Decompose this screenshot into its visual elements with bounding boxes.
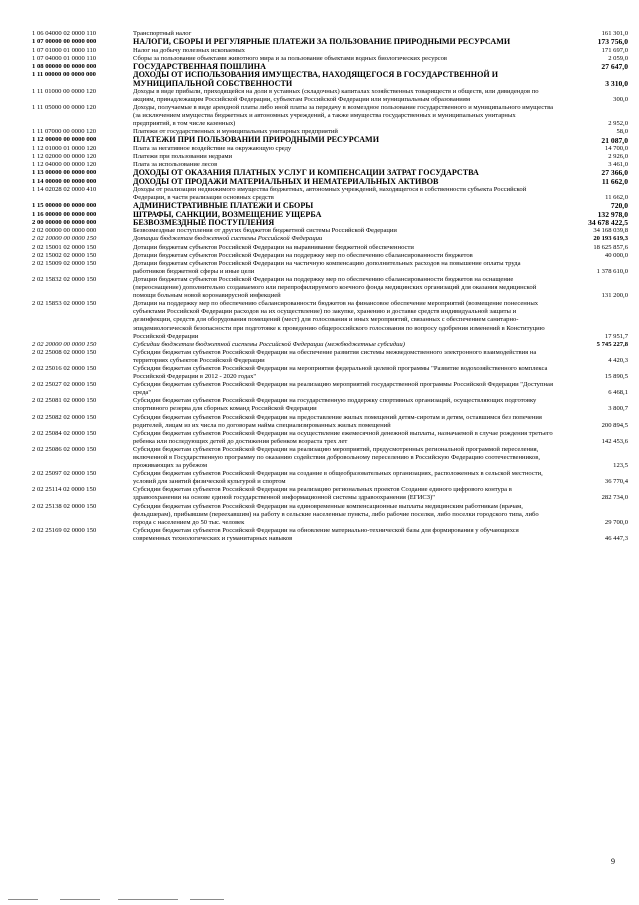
amount: 17 951,7: [604, 332, 628, 340]
scan-artifact-line: [0, 896, 639, 905]
budget-code: 2 02 25138 02 0000 150: [32, 502, 97, 510]
table-row: [32, 136, 628, 144]
revenue-description: Безвозмездные поступления от других бюджетов бюджетной системы Российской Федерации: [133, 227, 397, 235]
amount: 4 420,3: [608, 356, 628, 364]
budget-code: 1 16 00000 00 0000 000: [32, 210, 97, 218]
table-row: [32, 186, 628, 202]
revenue-description: ДОХОДЫ ОТ ИСПОЛЬЗОВАНИЯ ИМУЩЕСТВА, НАХОДЯЩЕГОСЯ В ГОСУДАРСТВЕННОЙ И МУНИЦИПАЛЬНОЙ СОБСТВЕННОСТИ: [133, 70, 499, 88]
amount: 2 952,0: [608, 120, 628, 128]
revenue-description: Дотации бюджетам субъектов Российской Федерации на поддержку мер по обеспечению сбалансированности бюджетов: [133, 251, 473, 259]
revenue-description: Платежи от государственных и муниципальных унитарных предприятий: [133, 128, 338, 136]
budget-code: 1 07 04000 01 0000 110: [32, 54, 97, 62]
budget-code: 2 02 25084 02 0000 150: [32, 429, 97, 437]
budget-code: 1 11 01000 00 0000 120: [32, 87, 97, 95]
budget-code: 1 14 02028 02 0000 410: [32, 185, 97, 193]
amount: 36 770,4: [604, 478, 628, 486]
table-row: [32, 397, 628, 413]
revenue-description: Субсидии бюджетам субъектов Российской Федерации на обновление материально-технической базы для формирования у обучающихся современных технологических и гуманитарных навыков: [133, 526, 519, 542]
revenue-description: АДМИНИСТРАТИВНЫЕ ПЛАТЕЖИ И СБОРЫ: [133, 201, 314, 211]
table-row: [32, 430, 628, 446]
amount: 14 700,0: [604, 144, 628, 152]
revenue-description: Дотации на поддержку мер по обеспечению сбалансированности бюджетов на финансовое обеспечение мероприятий (возмещение понесенных субъектами Российской Федерации расходов на их осуществление) по закупке, хранению и доставке средств индивидуальной защиты и дезинфекции, средств для оборудования помещений (мест) для голосования и иных мероприятий, связанных с обеспечением санитарно-эпидемиологической безопасности при подготовке к проведению общероссийского голосования по вопросу одобрения изменений в Конституцию Российской Федерации: [133, 300, 545, 340]
table-row: [32, 227, 628, 235]
amount: 34 678 422,5: [588, 218, 628, 228]
amount: 18 625 857,6: [593, 243, 628, 251]
amount: 131 200,0: [601, 292, 628, 300]
budget-code: 2 02 25082 02 0000 150: [32, 413, 97, 421]
amount: 15 890,5: [604, 373, 628, 381]
amount: 34 168 039,8: [593, 227, 628, 235]
table-row: [32, 88, 628, 104]
amount: 46 447,3: [604, 534, 628, 542]
budget-code: 1 13 00000 00 0000 000: [32, 169, 97, 177]
table-row: [32, 365, 628, 381]
table-row: [32, 145, 628, 153]
revenue-description: Субсидии бюджетам субъектов Российской Федерации на мероприятия федеральной целевой программы "Развитие водохозяйственного комплекса Российской Федерации в 2012 - 2020 годах": [133, 364, 548, 381]
table-row: [32, 178, 628, 186]
table-row: [32, 341, 628, 349]
budget-code: 2 02 25097 02 0000 150: [32, 470, 97, 478]
revenue-description: Субсидии бюджетам субъектов Российской Федерации на единовременные компенсационные выплаты медицинским работникам (врачам, фельдшерам), прибывшим (переехавшим) на работу в сельские населенные пункты, либо рабочие поселки, либо поселки городского типа, либо города с населением до 50 тыс. человек: [133, 502, 539, 526]
amount: 2 059,0: [608, 54, 628, 62]
amount: 11 662,0: [601, 176, 628, 186]
budget-revenue-table: [32, 30, 628, 543]
amount: 1 378 610,0: [596, 267, 628, 275]
revenue-description: Субсидии бюджетам субъектов Российской Федерации на реализацию региональных проектов Создание единого цифрового контура в здравоохранении на основе единой государственной информационной системы здравоохранения (ЕГИСЗ)": [133, 486, 512, 502]
amount: 6 468,1: [608, 389, 628, 397]
budget-code: 2 02 00000 00 0000 000: [32, 227, 97, 235]
table-row: [32, 252, 628, 260]
amount: 161 301,0: [601, 30, 628, 37]
amount: 720,0: [610, 201, 628, 211]
budget-code: 2 02 25008 02 0000 150: [32, 348, 97, 356]
revenue-description: Субсидии бюджетам субъектов Российской Федерации на предоставление жилых помещений детям-сиротам и детям, оставшимся без попечения родителей, лицам из их числа по договорам найма специализированных жилых помещений: [133, 413, 542, 429]
amount: 5 745 227,8: [596, 340, 628, 348]
table-row: [32, 470, 628, 486]
amount: 3 310,0: [605, 78, 628, 88]
amount: 29 700,0: [604, 518, 628, 526]
budget-code: 2 02 25027 02 0000 150: [32, 381, 97, 389]
revenue-description: Дотации бюджетам субъектов Российской Федерации на поддержку мер по обеспечению сбалансированности бюджетов на оснащение (переоснащение) дополнительно создаваемого или перепрофилируемого коечного фонда медицинских организаций для оказания медицинской помощи больным новой коронавирусной инфекцией: [133, 275, 537, 300]
amount: 20 193 619,3: [593, 235, 628, 243]
amount: 171 697,0: [601, 46, 628, 54]
revenue-description: Налог на добычу полезных ископаемых: [133, 46, 245, 54]
budget-code: 1 14 00000 00 0000 000: [32, 177, 97, 185]
budget-code: 2 02 25016 02 0000 150: [32, 364, 97, 372]
table-row: [32, 47, 628, 55]
budget-code: 2 02 20000 00 0000 150: [32, 340, 97, 348]
revenue-description: Плата за использование лесов: [133, 161, 218, 169]
budget-code: 2 02 15002 02 0000 150: [32, 251, 97, 259]
amount: 58,0: [616, 128, 628, 136]
revenue-description: ГОСУДАРСТВЕННАЯ ПОШЛИНА: [133, 61, 266, 71]
amount: 27 366,0: [601, 168, 628, 178]
revenue-description: Субсидии бюджетам бюджетной системы Российской Федерации (межбюджетные субсидии): [133, 340, 405, 348]
revenue-description: Дотации бюджетам субъектов Российской Федерации на частичную компенсацию дополнительных расходов на повышение оплаты труда работников бюджетной сферы и иные цели: [133, 259, 521, 275]
budget-code: 1 12 02000 00 0000 120: [32, 152, 97, 160]
table-row: [32, 235, 628, 243]
table-row: [32, 71, 628, 88]
table-row: [32, 55, 628, 63]
revenue-description: Плата за негативное воздействие на окружающую среду: [133, 144, 292, 152]
budget-code: 1 11 00000 00 0000 000: [32, 71, 96, 79]
amount: 21 087,0: [601, 135, 628, 145]
amount: 40 000,0: [604, 251, 628, 259]
revenue-description: Платежи при пользовании недрами: [133, 152, 233, 160]
revenue-description: Субсидии бюджетам субъектов Российской Федерации на реализацию мероприятий, предусмотренных региональной программой переселения, включенной в Государственную программу по оказанию содействия добровольному переселению в Российскую Федерацию соотечественников, проживающих за рубежом: [133, 445, 540, 470]
budget-code: 1 15 00000 00 0000 000: [32, 202, 97, 210]
budget-code: 1 07 00000 00 0000 000: [32, 38, 97, 46]
revenue-description: Субсидии бюджетам субъектов Российской Федерации на реализацию мероприятий государственной программы Российской Федерации "Доступная среда": [133, 381, 553, 397]
table-row: [32, 211, 628, 219]
table-row: [32, 104, 628, 128]
revenue-description: НАЛОГИ, СБОРЫ И РЕГУЛЯРНЫЕ ПЛАТЕЖИ ЗА ПОЛЬЗОВАНИЕ ПРИРОДНЫМИ РЕСУРСАМИ: [133, 37, 511, 47]
page-number: 9: [611, 857, 615, 866]
table-row: [32, 486, 628, 502]
revenue-description: Транспортный налог: [133, 30, 192, 37]
table-row: [32, 503, 628, 527]
table-row: [32, 202, 628, 210]
budget-code: 1 11 05000 00 0000 120: [32, 104, 97, 112]
revenue-description: Доходы, получаемые в виде арендной платы либо иной платы за передачу в возмездное пользование государственного и муниципального имущества (за исключением имущества бюджетных и автономных учреждений, а также имущества государственных и муниципальных унитарных предприятий, в том числе казенных): [133, 104, 554, 128]
budget-code: 2 02 15009 02 0000 150: [32, 259, 97, 267]
budget-code: 2 02 25081 02 0000 150: [32, 397, 97, 405]
budget-code: 1 11 07000 00 0000 120: [32, 128, 97, 136]
amount: 2 926,0: [608, 152, 628, 160]
revenue-description: Субсидии бюджетам субъектов Российской Федерации на осуществление ежемесячной денежной выплаты, назначаемой в случае рождения третьего ребенка или последующих детей до достижения ребенком возраста трех лет: [133, 429, 553, 445]
revenue-description: Субсидии бюджетам субъектов Российской Федерации на государственную поддержку спортивных организаций, осуществляющих подготовку спортивного резерва для сборных команд Российской Федерации: [133, 397, 537, 413]
revenue-description: Дотации бюджетам бюджетной системы Российской Федерации: [133, 235, 323, 243]
budget-code: 1 12 00000 00 0000 000: [32, 136, 97, 144]
budget-code: 1 06 04000 02 0000 110: [32, 30, 97, 37]
amount: 3 461,0: [608, 161, 628, 169]
amount: 11 662,0: [605, 194, 628, 202]
table-row: [32, 527, 628, 543]
revenue-description: ДОХОДЫ ОТ ОКАЗАНИЯ ПЛАТНЫХ УСЛУГ И КОМПЕНСАЦИИ ЗАТРАТ ГОСУДАРСТВА: [133, 168, 479, 178]
budget-code: 2 02 25169 02 0000 150: [32, 526, 97, 534]
budget-code: 2 00 00000 00 0000 000: [32, 218, 97, 226]
budget-code: 2 02 15853 02 0000 150: [32, 300, 97, 308]
amount: 173 756,0: [597, 37, 628, 47]
budget-code: 1 07 01000 01 0000 110: [32, 46, 97, 54]
table-row: [32, 300, 628, 340]
revenue-description: Сборы за пользование объектами животного мира и за пользование объектами водных биологических ресурсов: [133, 54, 448, 62]
budget-code: 1 12 01000 01 0000 120: [32, 144, 97, 152]
table-row: [32, 38, 628, 46]
table-row: [32, 414, 628, 430]
amount: 200 894,5: [601, 421, 628, 429]
revenue-description: Субсидии бюджетам субъектов Российской Федерации на создание в общеобразовательных организациях, расположенных в сельской местности, условий для занятий физической культурой и спортом: [133, 470, 543, 486]
budget-code: 2 02 10000 00 0000 150: [32, 235, 97, 243]
amount: 282 734,0: [601, 494, 628, 502]
revenue-description: ШТРАФЫ, САНКЦИИ, ВОЗМЕЩЕНИЕ УЩЕРБА: [133, 209, 322, 219]
amount: 142 453,6: [601, 437, 628, 445]
table-row: [32, 276, 628, 300]
revenue-description: ДОХОДЫ ОТ ПРОДАЖИ МАТЕРИАЛЬНЫХ И НЕМАТЕРИАЛЬНЫХ АКТИВОВ: [133, 176, 439, 186]
table-row: [32, 153, 628, 161]
table-row: [32, 349, 628, 365]
budget-code: 2 02 25086 02 0000 150: [32, 445, 97, 453]
amount: 27 647,0: [601, 62, 628, 71]
budget-code: 1 12 04000 00 0000 120: [32, 161, 97, 169]
amount: 123,5: [613, 462, 628, 470]
amount: 3 800,7: [608, 405, 628, 413]
amount: 132 978,0: [597, 209, 628, 219]
revenue-description: Доходы от реализации недвижимого имущества бюджетных, автономных учреждений, находящегося в собственности субъекта Российской Федерации, в части реализации основных средств: [133, 185, 527, 202]
budget-code: 1 08 00000 00 0000 000: [32, 62, 97, 70]
budget-code: 2 02 25114 02 0000 150: [32, 486, 97, 494]
revenue-description: ПЛАТЕЖИ ПРИ ПОЛЬЗОВАНИИ ПРИРОДНЫМИ РЕСУРСАМИ: [133, 135, 379, 145]
table-row: [32, 244, 628, 252]
table-row: [32, 381, 628, 397]
budget-code: 2 02 15832 02 0000 150: [32, 275, 97, 283]
table-row: [32, 446, 628, 470]
revenue-description: БЕЗВОЗМЕЗДНЫЕ ПОСТУПЛЕНИЯ: [133, 217, 275, 227]
budget-code: 2 02 15001 02 0000 150: [32, 243, 97, 251]
table-row: [32, 219, 628, 227]
revenue-description: Субсидии бюджетам субъектов Российской Федерации на обеспечение развития системы межведомственного электронного взаимодействия на территориях субъектов Российской Федерации: [133, 348, 537, 364]
revenue-description: Доходы в виде прибыли, приходящейся на доли в уставных (складочных) капиталах хозяйственных товариществ и обществ, или дивидендов по акциям, принадлежащим Российской Федерации, субъектам Российской Федерации или муниципальным образованиям: [133, 87, 539, 103]
revenue-description: Дотации бюджетам субъектов Российской Федерации на выравнивание бюджетной обеспеченности: [133, 243, 414, 251]
table-row: [32, 260, 628, 276]
amount: 300,0: [613, 96, 628, 103]
